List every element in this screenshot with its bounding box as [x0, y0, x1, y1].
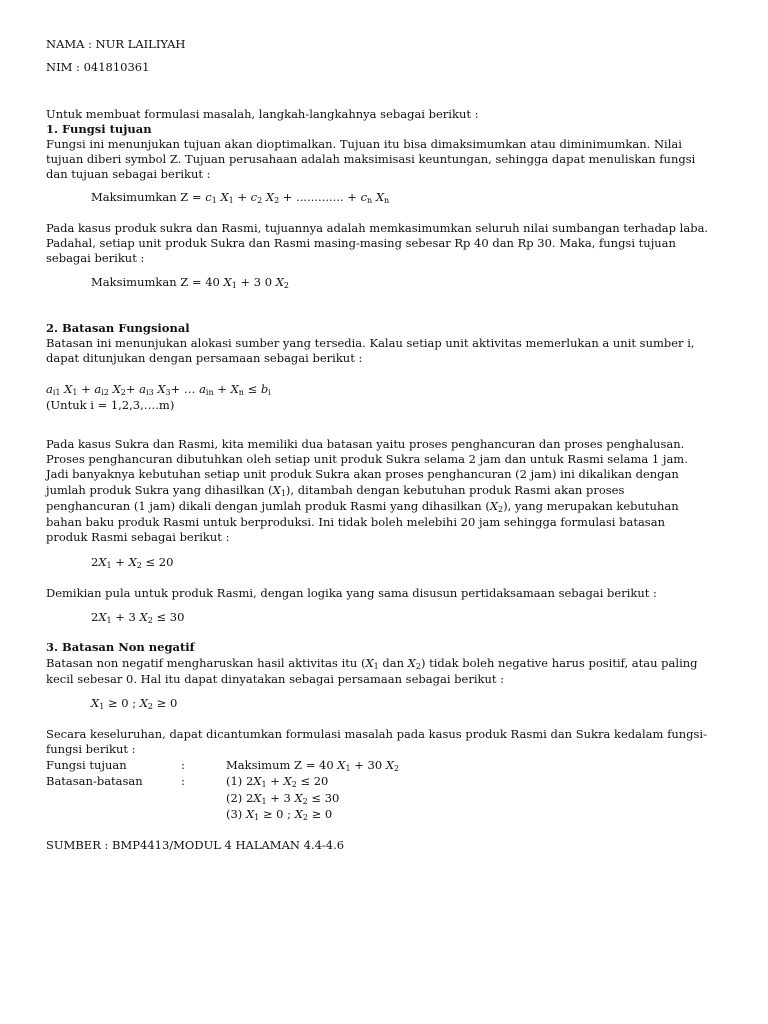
section-2-line-2: dapat ditunjukan dengan persamaan sebagai berikut : — [46, 351, 363, 365]
section-2-para2-line-4: jumlah produk Sukra yang dihasilkan $(X_1)$, ditambah dengan kebutuhan produk Rasmi akan proses — [46, 483, 625, 498]
objective-formula-specific: Maksimumkan Z = 40 $X_1 + 3$ 0 $X_2$ — [91, 275, 289, 290]
section-1-line-2: tujuan diberi symbol Z. Tujuan perusahaan adalah maksimisasi keuntungan, sehingga dapat menuliskan fungsi — [46, 152, 696, 166]
rasmi-line: Demikian pula untuk produk Rasmi, dengan logika yang sama disusun pertidaksamaan sebagai berikut : — [46, 586, 657, 600]
section-2-para2-line-5: penghancuran (1 jam) dikali dengan jumlah produk Rasmi yang dihasilkan $(X_2)$, yang merupakan kebutuhan — [46, 499, 679, 514]
section-2-line-1: Batasan ini menunjukan alokasi sumber yang tersedia. Kalau setiap unit aktivitas memerlukan a unit sumber i, — [46, 336, 695, 350]
student-name: NAMA : NUR LAILIYAH — [46, 37, 186, 51]
section-3-line-2: kecil sebesar 0. Hal itu dapat dinyatakan sebagai persamaan sebagai berikut : — [46, 672, 505, 686]
constraint-sukra: $2X_1 + X_2 \le 20$ — [91, 555, 174, 570]
section-1-para2-line-1: Pada kasus produk sukra dan Rasmi, tujuannya adalah memkasimumkan seluruh nilai sumbangan terhadap laba. — [46, 221, 709, 235]
section-1-para2-line-2: Padahal, setiap unit produk Sukra dan Rasmi masing-masing sebesar Rp 40 dan Rp 30. Maka, fungsi tujuan — [46, 236, 676, 250]
constraint-rasmi: $2X_1 + 3$ $X_2 \le 30$ — [91, 610, 185, 625]
summary-objective-formula: Maksimum Z = 40 $X_1 + 30$ $X_2$ — [226, 758, 400, 773]
summary-row-constraints: Batasan-batasan : (1) $2X_1 + X_2 \le 20$ — [46, 774, 329, 789]
nonnegative-formula: $X_1 \ge 0$ ; $X_2 \ge 0$ — [91, 696, 178, 711]
section-3-line-1: Batasan non negatif mengharuskan hasil aktivitas itu ($X_1$ dan $X_2$) tidak boleh negative harus positif, atau paling — [46, 656, 698, 671]
section-2-para2-line-6: bahan baku produk Rasmi untuk berproduksi. Ini tidak boleh melebihi 20 jam sehingga formulasi batasan — [46, 515, 665, 529]
summary-constraint-3: (3) $X_1 \ge 0$ ; $X_2 \ge 0$ — [226, 807, 333, 822]
section-1-title: 1. Fungsi tujuan — [46, 122, 152, 136]
section-1-line-1: Fungsi ini menunjukan tujuan akan dioptimalkan. Tujuan itu bisa dimaksimumkan atau diminimumkan. Nilai — [46, 137, 682, 151]
summary-row-objective: Fungsi tujuan : Maksimum Z = 40 $X_1 + 30$ $X_2$ — [46, 758, 400, 773]
objective-formula-general: Maksimumkan $Z = c_1$ $X_1 + c_2$ $X_2$ + ............. + $c_n$ $X_n$ — [91, 190, 390, 205]
section-1-para2-line-3: sebagai berikut : — [46, 251, 145, 265]
source-footer: SUMBER : BMP4413/MODUL 4 HALAMAN 4.4-4.6 — [46, 838, 345, 852]
section-3-title: 3. Batasan Non negatif — [46, 640, 195, 654]
summary-line-2: fungsi berikut : — [46, 742, 136, 756]
summary-line-1: Secara keseluruhan, dapat dicantumkan formulasi masalah pada kasus produk Rasmi dan Sukra kedalam fungsi- — [46, 727, 707, 741]
summary-constraint-1: (1) $2X_1 + X_2 \le 20$ — [226, 774, 329, 789]
section-2-title: 2. Batasan Fungsional — [46, 321, 190, 335]
section-1-line-3: dan tujuan sebagai berikut : — [46, 167, 211, 181]
section-2-para2-line-2: Proses penghancuran dibutuhkan oleh setiap unit produk Sukra selama 2 jam dan untuk Rasmi selama 1 jam. — [46, 452, 688, 466]
summary-constraint-2: (2) $2X_1 + 3$ $X_2 \le 30$ — [226, 791, 340, 806]
section-2-para2-line-7: produk Rasmi sebagai berikut : — [46, 530, 230, 544]
section-2-para2-line-3: Jadi banyaknya kebutuhan setiap unit produk Sukra akan proses penghancuran (2 jam) ini dikalikan dengan — [46, 467, 679, 481]
index-note: (Untuk i = 1,2,3,….m) — [46, 398, 175, 412]
section-2-para2-line-1: Pada kasus Sukra dan Rasmi, kita memiliki dua batasan yaitu proses penghancuran dan proses penghalusan. — [46, 437, 685, 451]
constraint-formula-general: $a_{i1}$ $X_1 + a_{i2}$ $X_2+ a_{i3}$ $X_3+$ … $a_{in} + X_n \le b_i$ — [46, 382, 271, 397]
student-nim: NIM : 041810361 — [46, 60, 150, 74]
intro-text: Untuk membuat formulasi masalah, langkah-langkahnya sebagai berikut : — [46, 107, 479, 121]
